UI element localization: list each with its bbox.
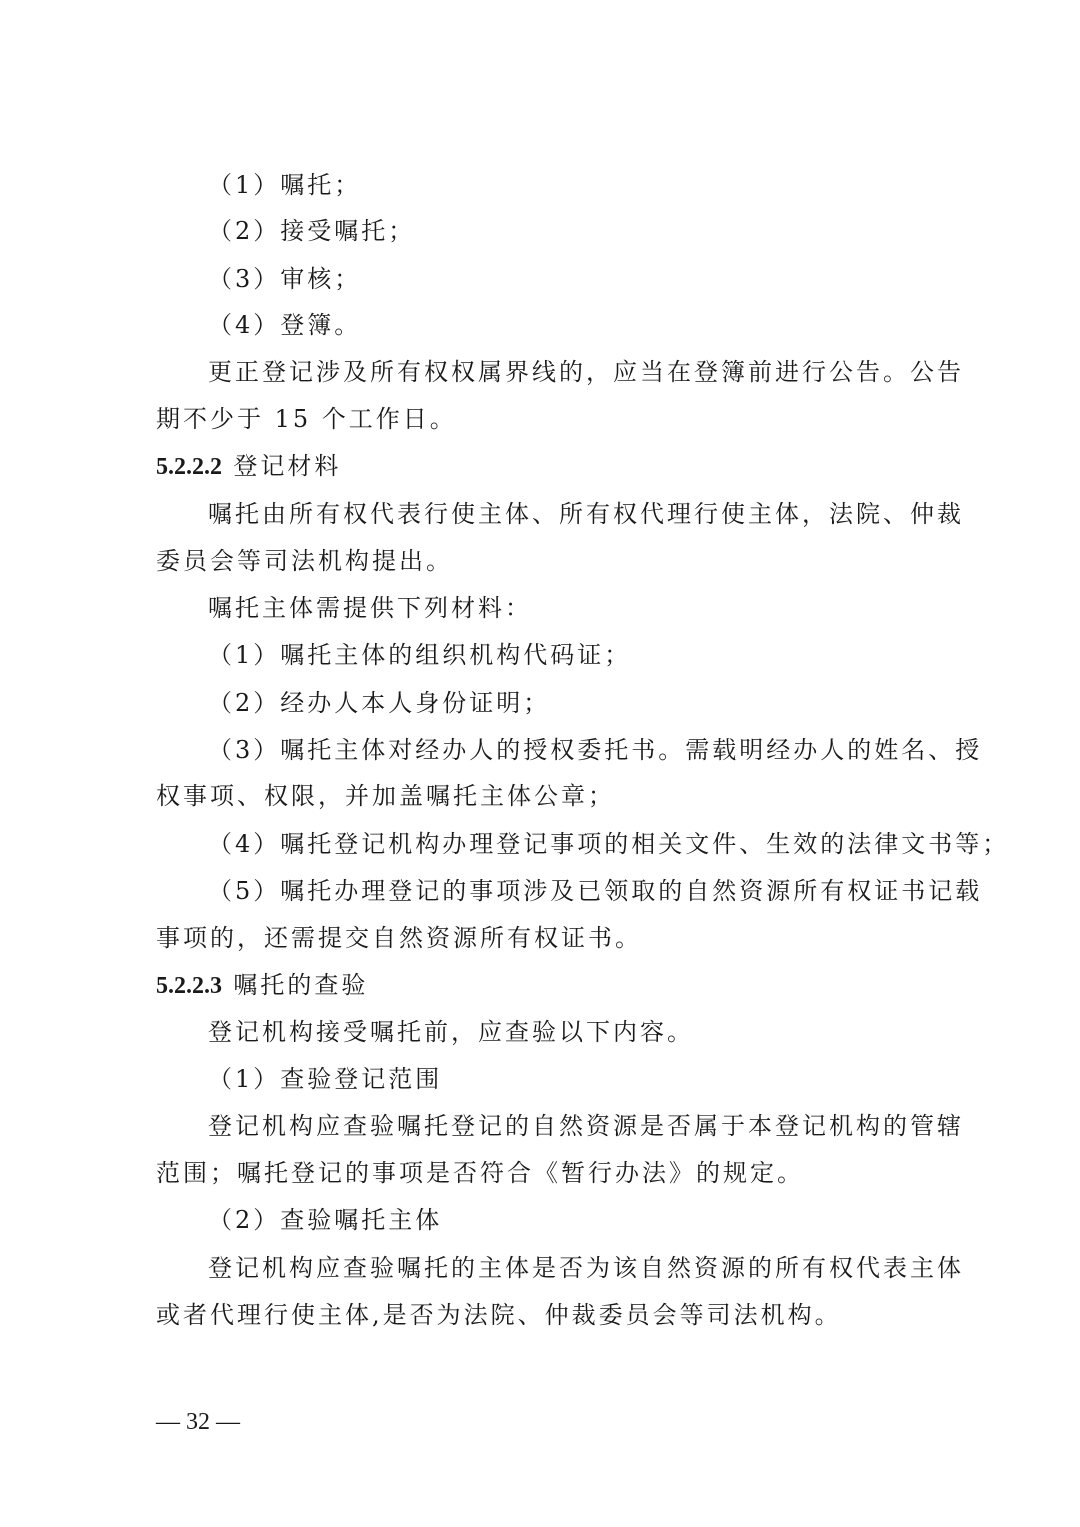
list-item: （1）嘱托主体的组织机构代码证；: [208, 641, 632, 669]
section-title: 嘱托的查验: [233, 971, 369, 999]
paragraph-line: 登记机构应查验嘱托登记的自然资源是否属于本登记机构的管辖: [208, 1112, 964, 1140]
list-item: （2）查验嘱托主体: [208, 1206, 443, 1234]
list-item: （4）嘱托登记机构办理登记事项的相关文件、生效的法律文书等；: [208, 830, 1010, 858]
list-item: （2）接受嘱托；: [208, 217, 416, 245]
list-item: （3）嘱托主体对经办人的授权委托书。需载明经办人的姓名、授: [208, 736, 983, 764]
paragraph-line: 权事项、权限，并加盖嘱托主体公章；: [156, 782, 615, 810]
section-heading: [156, 967, 926, 1004]
paragraph-line: 范围；嘱托登记的事项是否符合《暂行办法》的规定。: [156, 1159, 804, 1187]
section-title: 登记材料: [233, 452, 342, 480]
list-item: （2）经办人本人身份证明；: [208, 689, 551, 717]
list-item: （1）嘱托；: [208, 171, 362, 199]
list-item: （5）嘱托办理登记的事项涉及已领取的自然资源所有权证书记载: [208, 877, 983, 905]
list-item: （1）查验登记范围: [208, 1065, 443, 1093]
section-heading: [156, 448, 926, 485]
paragraph-line: 事项的，还需提交自然资源所有权证书。: [156, 924, 642, 952]
paragraph-line: 或者代理行使主体,是否为法院、仲裁委员会等司法机构。: [156, 1301, 842, 1329]
section-number: 5.2.2.2: [156, 454, 222, 480]
paragraph-line: 登记机构接受嘱托前，应查验以下内容。: [208, 1018, 694, 1046]
list-item: （4）登簿。: [208, 311, 362, 339]
paragraph-line: 登记机构应查验嘱托的主体是否为该自然资源的所有权代表主体: [208, 1254, 964, 1282]
paragraph-line: 期不少于 15 个工作日。: [156, 405, 457, 433]
paragraph-line: 更正登记涉及所有权权属界线的，应当在登簿前进行公告。公告: [208, 358, 964, 386]
paragraph-line: 嘱托主体需提供下列材料：: [208, 594, 532, 622]
paragraph-line: 委员会等司法机构提出。: [156, 547, 453, 575]
page-number: — 32 —: [156, 1409, 240, 1435]
list-item: （3）审核；: [208, 265, 362, 293]
paragraph-line: 嘱托由所有权代表行使主体、所有权代理行使主体，法院、仲裁: [208, 500, 964, 528]
section-number: 5.2.2.3: [156, 973, 222, 999]
